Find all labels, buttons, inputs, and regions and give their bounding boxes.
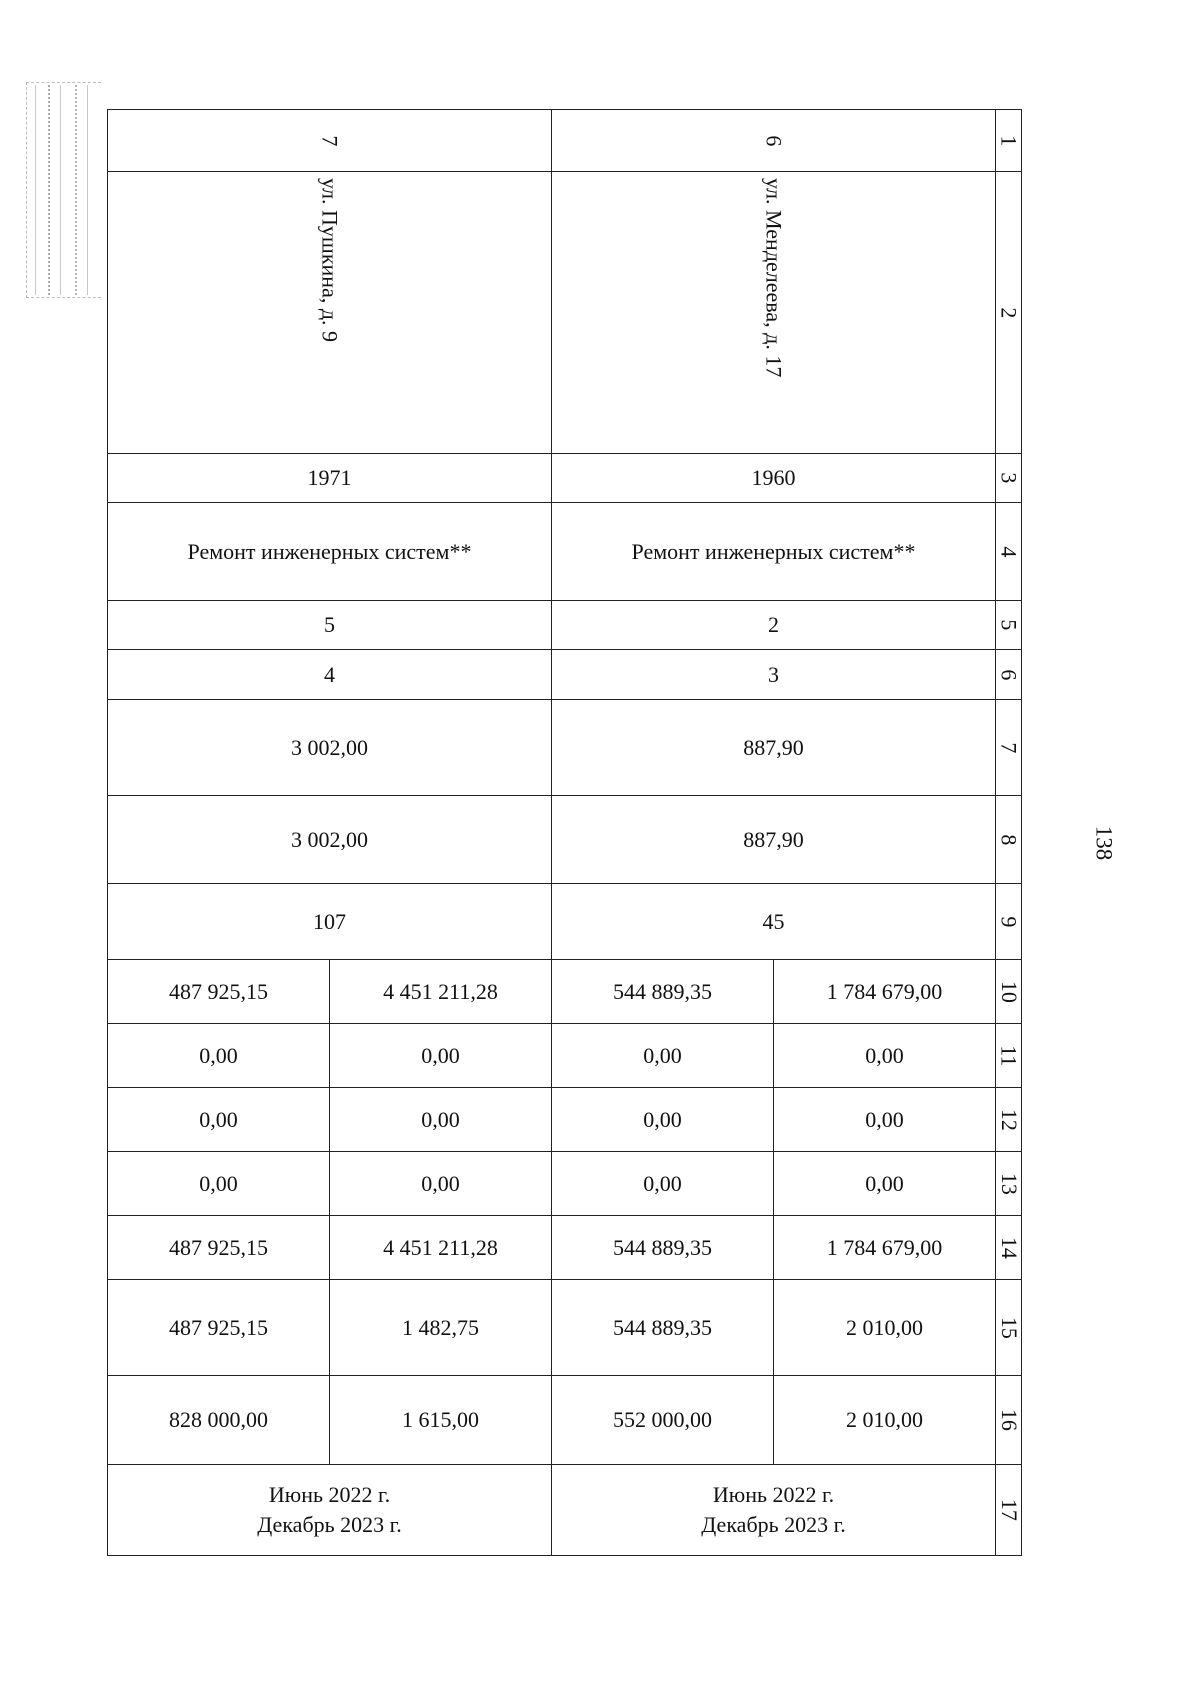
amount-cell: 2 010,00: [774, 1280, 996, 1376]
amount-cell: 552 000,00: [552, 1376, 774, 1465]
address-table: [107, 109, 1022, 1556]
amount-cell: 828 000,00: [108, 1376, 330, 1465]
work-type-cell: Ремонт инженерных систем**: [108, 503, 552, 601]
dates-cell: Июнь 2022 г. Декабрь 2023 г.: [552, 1465, 996, 1556]
dates-cell: Июнь 2022 г. Декабрь 2023 г.: [108, 1465, 552, 1556]
amount-cell: 0,00: [330, 1088, 552, 1152]
page-number: 138: [1091, 825, 1117, 861]
col-number-cell: 7: [108, 110, 552, 172]
row-number: 12: [996, 1088, 1022, 1152]
row-number: 5: [996, 601, 1022, 650]
row-number: 14: [996, 1216, 1022, 1280]
amount-cell: 544 889,35: [552, 960, 774, 1024]
row-12: [108, 1088, 1022, 1152]
row-14: [108, 1216, 1022, 1280]
area-cell: 887,90: [552, 796, 996, 884]
amount-cell: 0,00: [774, 1088, 996, 1152]
address-cell: ул. Пушкина, д. 9: [108, 172, 552, 454]
row-8: [108, 796, 1022, 884]
amount-cell: 487 925,15: [108, 1280, 330, 1376]
row-15: [108, 1280, 1022, 1376]
year-cell: 1960: [552, 454, 996, 503]
value-cell: 2: [552, 601, 996, 650]
amount-cell: 4 451 211,28: [330, 960, 552, 1024]
amount-cell: 544 889,35: [552, 1280, 774, 1376]
amount-cell: 1 482,75: [330, 1280, 552, 1376]
row-5: [108, 601, 1022, 650]
row-number: 8: [996, 796, 1022, 884]
row-number: 7: [996, 700, 1022, 796]
row-number: 3: [996, 454, 1022, 503]
area-cell: 887,90: [552, 700, 996, 796]
amount-cell: 0,00: [108, 1088, 330, 1152]
row-10: [108, 960, 1022, 1024]
row-7: [108, 700, 1022, 796]
amount-cell: 0,00: [108, 1152, 330, 1216]
row-3: [108, 454, 1022, 503]
row-number: 6: [996, 650, 1022, 700]
row-1: [108, 110, 1022, 172]
year-cell: 1971: [108, 454, 552, 503]
row-number: 15: [996, 1280, 1022, 1376]
row-number: 11: [996, 1024, 1022, 1088]
value-cell: 4: [108, 650, 552, 700]
row-number: 9: [996, 884, 1022, 960]
amount-cell: 1 615,00: [330, 1376, 552, 1465]
col-number-cell: 6: [552, 110, 996, 172]
residents-cell: 107: [108, 884, 552, 960]
row-number: 17: [996, 1465, 1022, 1556]
row-4: [108, 503, 1022, 601]
amount-cell: 0,00: [774, 1024, 996, 1088]
amount-cell: 0,00: [330, 1024, 552, 1088]
row-16: [108, 1376, 1022, 1465]
amount-cell: 0,00: [552, 1152, 774, 1216]
row-number: 4: [996, 503, 1022, 601]
row-number: 1: [996, 110, 1022, 172]
amount-cell: 0,00: [330, 1152, 552, 1216]
amount-cell: 1 784 679,00: [774, 1216, 996, 1280]
amount-cell: 0,00: [108, 1024, 330, 1088]
amount-cell: 487 925,15: [108, 1216, 330, 1280]
row-9: [108, 884, 1022, 960]
row-number: 10: [996, 960, 1022, 1024]
amount-cell: 487 925,15: [108, 960, 330, 1024]
amount-cell: 4 451 211,28: [330, 1216, 552, 1280]
row-number: 2: [996, 172, 1022, 454]
row-13: [108, 1152, 1022, 1216]
work-type-cell: Ремонт инженерных систем**: [552, 503, 996, 601]
value-cell: 5: [108, 601, 552, 650]
address-cell: ул. Менделеева, д. 17: [552, 172, 996, 454]
amount-cell: 0,00: [552, 1088, 774, 1152]
amount-cell: 544 889,35: [552, 1216, 774, 1280]
amount-cell: 2 010,00: [774, 1376, 996, 1465]
row-number: 13: [996, 1152, 1022, 1216]
amount-cell: 0,00: [774, 1152, 996, 1216]
row-2: [108, 172, 1022, 454]
area-cell: 3 002,00: [108, 700, 552, 796]
row-17: [108, 1465, 1022, 1556]
approval-stamp: [26, 82, 101, 298]
row-11: [108, 1024, 1022, 1088]
value-cell: 3: [552, 650, 996, 700]
row-6: [108, 650, 1022, 700]
area-cell: 3 002,00: [108, 796, 552, 884]
amount-cell: 0,00: [552, 1024, 774, 1088]
row-number: 16: [996, 1376, 1022, 1465]
amount-cell: 1 784 679,00: [774, 960, 996, 1024]
residents-cell: 45: [552, 884, 996, 960]
